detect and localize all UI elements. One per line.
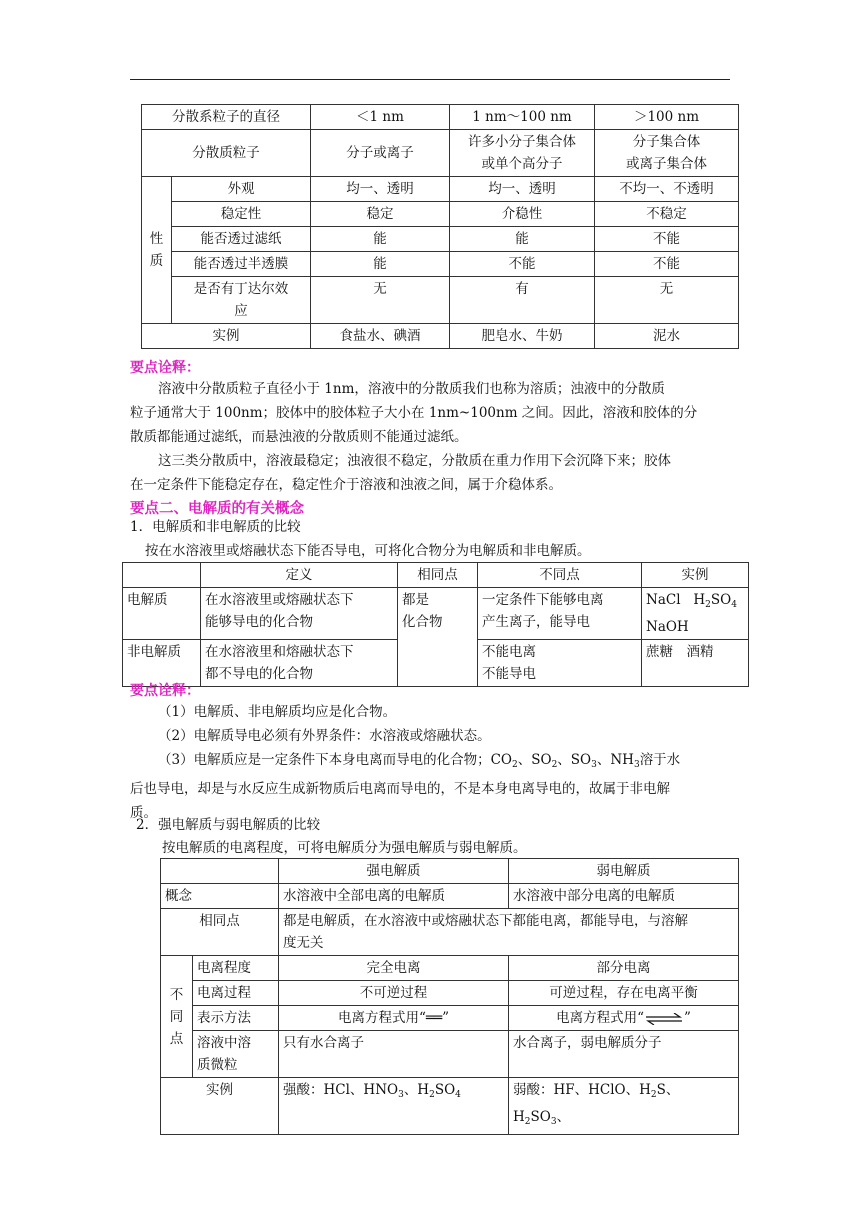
cell: 1 nm～100 nm: [450, 105, 595, 130]
cell: 强酸：HCl、$HNO_3$、$H_2SO_4$: [279, 1078, 509, 1135]
cell: 稳定: [311, 202, 450, 227]
cell: [123, 563, 201, 588]
cell: 食盐水、碘酒: [311, 324, 450, 349]
cell: 能: [311, 227, 450, 252]
cell: 分散系粒子的直径: [142, 105, 311, 130]
cell: 非电解质: [123, 640, 201, 687]
cell: 可逆过程，存在电离平衡: [509, 981, 739, 1006]
cell: 不能: [595, 252, 739, 277]
cell: 肥皂水、牛奶: [450, 324, 595, 349]
intro-text: 按在水溶液里或熔融状态下能否导电，可将化合物分为电解质和非电解质。: [145, 543, 591, 559]
note-paragraph: 溶液中分散质粒子直径小于 1nm，溶液中的分散质我们也称为溶质；浊液中的分散质 粒子通常大于 100nm；胶体中的胶体粒子大小在 1nm~100nm 之间。因此，溶液和胶体的分 散质都能通过滤纸，而悬浊液的分散质则不能通过滤纸。 这三类分散质中，溶液最稳定；浊液很不稳定，分散质在重力作用下会沉降下来；胶体 在一定条件下能稳定存在，稳定性介于溶液和浊液之间，属于介稳体系。: [130, 381, 698, 493]
property-label: 性 质: [142, 177, 172, 324]
cell: 分子集合体 或离子集合体: [595, 130, 739, 177]
cell: 表示方法: [193, 1006, 279, 1031]
cell: NaCl $H_2SO_4$ NaOH: [642, 588, 749, 640]
section-title: 要点二、电解质的有关概念: [130, 501, 304, 517]
cell: ＜1 nm: [311, 105, 450, 130]
cell: 稳定性: [172, 202, 311, 227]
cell: 不能电离 不能导电: [478, 640, 642, 687]
cell: 都是电解质，在水溶液中或熔融状态下都能电离，都能导电，与溶解 度无关: [279, 909, 739, 956]
cell: 在水溶液里和熔融状态下 都不导电的化合物: [201, 640, 398, 687]
subsection-title: 2．强电解质与弱电解质的比较: [136, 817, 321, 833]
subsection-title: 1．电解质和非电解质的比较: [130, 519, 301, 535]
cell: 水溶液中部分电离的电解质: [509, 884, 739, 909]
note-list: （1）电解质、非电解质均应是化合物。 （2）电解质导电必须有外界条件：水溶液或熔融状态。 （3）电解质应是一定条件下本身电离而导电的化合物；$CO_2$、$SO_2$、$SO_3$、$NH_3$溶于水 后也导电，却是与水反应生成新物质后电离而导电的，不是本身电离导电的，故属于非电解 质。: [130, 704, 681, 821]
cell: 电解质: [123, 588, 201, 640]
cell: 部分电离: [509, 956, 739, 981]
cell: 介稳性: [450, 202, 595, 227]
cell: 不能: [450, 252, 595, 277]
cell: 相同点: [398, 563, 478, 588]
cell: 水合离子，弱电解质分子: [509, 1031, 739, 1078]
cell: 蔗糖 酒精: [642, 640, 749, 687]
cell: 都是 化合物: [398, 588, 478, 687]
cell: 概念: [161, 884, 279, 909]
cell: 不均一、不透明: [595, 177, 739, 202]
equilibrium-arrow-icon: [644, 1013, 684, 1025]
cell: 定义: [201, 563, 398, 588]
dispersion-table: [141, 104, 739, 349]
cell: [161, 859, 279, 884]
header-rule: [130, 79, 730, 80]
cell: 能: [450, 227, 595, 252]
cell: 分子或离子: [311, 130, 450, 177]
cell: 一定条件下能够电离 产生离子，能导电: [478, 588, 642, 640]
cell: 有: [450, 277, 595, 324]
electrolyte-table: [122, 562, 749, 687]
cell: 能否透过半透膜: [172, 252, 311, 277]
diff-label: 不 同 点: [161, 956, 193, 1078]
cell: 只有水合离子: [279, 1031, 509, 1078]
cell: 泥水: [595, 324, 739, 349]
cell: 不稳定: [595, 202, 739, 227]
cell: 实例: [142, 324, 311, 349]
cell: 是否有丁达尔效 应: [172, 277, 311, 324]
note-heading: 要点诠释：: [130, 683, 200, 699]
cell: 能: [311, 252, 450, 277]
cell: 不可逆过程: [279, 981, 509, 1006]
cell: 电离方程式用“══”: [279, 1006, 509, 1031]
cell: 在水溶液里或熔融状态下 能够导电的化合物: [201, 588, 398, 640]
cell: 电离程度: [193, 956, 279, 981]
cell: 实例: [161, 1078, 279, 1135]
cell: 完全电离: [279, 956, 509, 981]
cell: 无: [311, 277, 450, 324]
cell: 不能: [595, 227, 739, 252]
cell: 能否透过滤纸: [172, 227, 311, 252]
cell: 弱酸：HF、HClO、$H_2S$、$H_2SO_3$、: [509, 1078, 739, 1135]
note-heading: 要点诠释：: [130, 360, 200, 376]
cell: ＞100 nm: [595, 105, 739, 130]
cell: 均一、透明: [311, 177, 450, 202]
cell: 强电解质: [279, 859, 509, 884]
cell: 电离过程: [193, 981, 279, 1006]
cell: 水溶液中全部电离的电解质: [279, 884, 509, 909]
cell: 外观: [172, 177, 311, 202]
cell: 分散质粒子: [142, 130, 311, 177]
cell: 无: [595, 277, 739, 324]
cell: 均一、透明: [450, 177, 595, 202]
strong-weak-table: [160, 858, 739, 1135]
intro-text: 按电解质的电离程度，可将电解质分为强电解质与弱电解质。: [162, 840, 527, 856]
cell: 相同点: [161, 909, 279, 956]
cell: 电离方程式用“ ”: [509, 1006, 739, 1031]
cell: 弱电解质: [509, 859, 739, 884]
cell: 不同点: [478, 563, 642, 588]
cell: 许多小分子集合体 或单个高分子: [450, 130, 595, 177]
cell: 溶液中溶 质微粒: [193, 1031, 279, 1078]
cell: 实例: [642, 563, 749, 588]
